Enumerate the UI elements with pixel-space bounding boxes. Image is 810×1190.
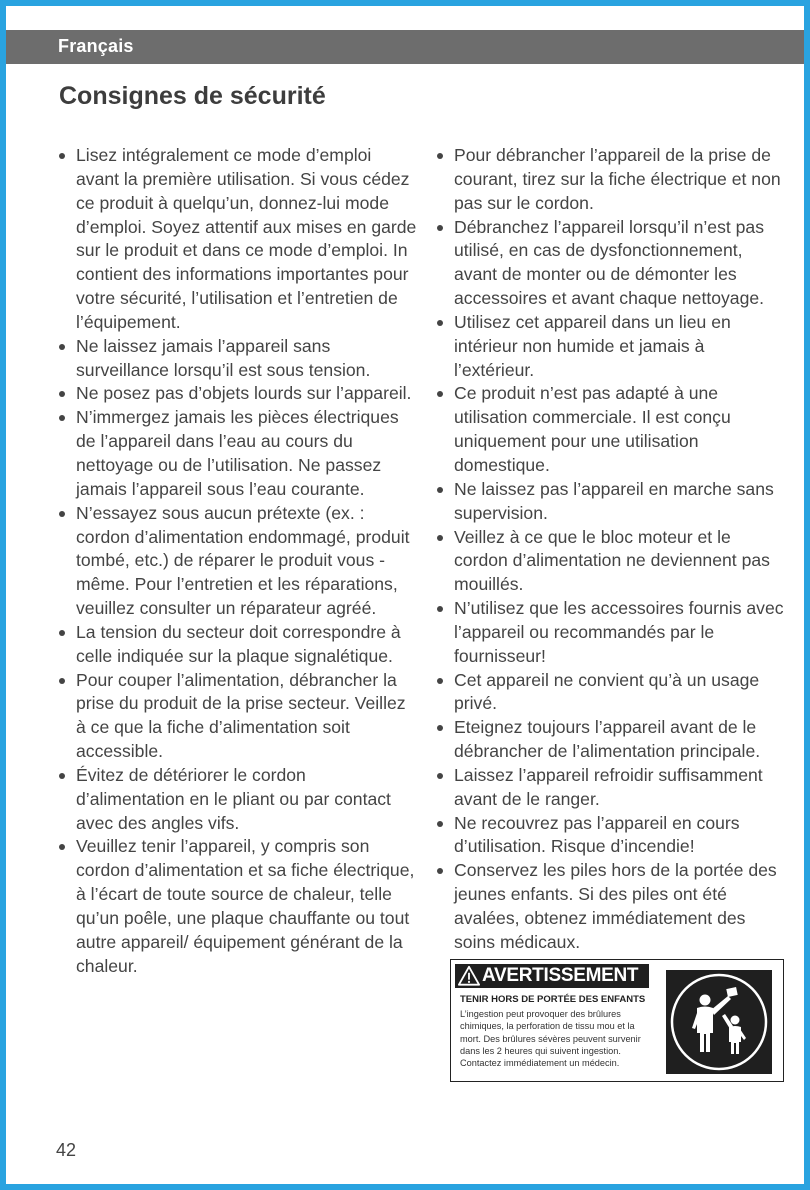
list-item: Cet appareil ne convient qu’à un usage privé.: [437, 669, 789, 717]
right-column-list: [437, 144, 789, 955]
warning-box: [450, 959, 784, 1082]
language-bar: [6, 30, 804, 64]
warning-text: L’ingestion peut provoquer des brûlures chimiques, la perforation de tissu mou et la mort. Des brûlures sévères peuvent survenir dans les 2 heures qui suivent ingestion. Contactez immédiatement un médecin.: [460, 1009, 641, 1069]
page-number: 42: [56, 1140, 77, 1160]
list-item: Veuillez tenir l’appareil, y compris son cordon d’alimentation et sa fiche électrique, à l’écart de toute source de chaleur, telle qu’un poêle, une plaque chauffante ou tout autre appareil/ équipement générant de la chaleur.: [59, 835, 419, 978]
language-label: Français: [58, 36, 134, 56]
list-item: Veillez à ce que le bloc moteur et le cordon d’alimentation ne deviennent pas mouillés.: [437, 526, 789, 598]
warning-subtitle: TENIR HORS DE PORTÉE DES ENFANTS: [460, 994, 646, 1005]
list-item: Ne laissez jamais l’appareil sans surveillance lorsqu’il est sous tension.: [59, 335, 419, 383]
list-item: Eteignez toujours l’appareil avant de le débrancher de l’alimentation principale.: [437, 716, 789, 764]
list-item: Évitez de détériorer le cordon d’alimentation en le pliant ou par contact avec des angles vifs.: [59, 764, 419, 836]
list-item: N’immergez jamais les pièces électriques de l’appareil dans l’eau au cours du nettoyage ou de l’utilisation. Ne passez jamais l’appareil sous l’eau courante.: [59, 406, 419, 501]
left-column-list: [59, 144, 419, 979]
keep-away-from-children-icon: [666, 970, 772, 1074]
list-item: Laissez l’appareil refroidir suffisamment avant de le ranger.: [437, 764, 789, 812]
list-item: Pour couper l’alimentation, débrancher la prise du produit de la prise secteur. Veillez à ce que la fiche d’alimentation soit accessible.: [59, 669, 419, 764]
list-item: Pour débrancher l’appareil de la prise de courant, tirez sur la fiche électrique et non pas sur le cordon.: [437, 144, 789, 216]
list-item: Utilisez cet appareil dans un lieu en intérieur non humide et jamais à l’extérieur.: [437, 311, 789, 383]
list-item: Débranchez l’appareil lorsqu’il n’est pas utilisé, en cas de dysfonctionnement, avant de monter ou de démonter les accessoires et avant chaque nettoyage.: [437, 216, 789, 311]
list-item: La tension du secteur doit correspondre à celle indiquée sur la plaque signalétique.: [59, 621, 419, 669]
list-item: Ne posez pas d’objets lourds sur l’appareil.: [59, 382, 419, 406]
list-item: N’essayez sous aucun prétexte (ex. : cordon d’alimentation endommagé, produit tombé, etc.) de réparer le produit vous -même. Pour l’entretien et les réparations, veuillez consulter un réparateur agréé.: [59, 502, 419, 621]
list-item: Conservez les piles hors de la portée des jeunes enfants. Si des piles ont été avalées, obtenez immédiatement des soins médicaux.: [437, 859, 789, 954]
list-item: Lisez intégralement ce mode d’emploi avant la première utilisation. Si vous cédez ce produit à quelqu’un, donnez-lui mode d’emploi. Soyez attentif aux mises en garde sur le produit et dans ce mode d’emploi. In contient des informations importantes pour votre sécurité, l’utilisation et l’entretien de l’équipement.: [59, 144, 419, 335]
warning-title: AVERTISSEMENT: [482, 965, 639, 986]
list-item: N’utilisez que les accessoires fournis avec l’appareil ou recommandés par le fournisseur!: [437, 597, 789, 669]
page-title: Consignes de sécurité: [59, 82, 326, 110]
list-item: Ne recouvrez pas l’appareil en cours d’utilisation. Risque d’incendie!: [437, 812, 789, 860]
warning-header: [455, 964, 649, 988]
list-item: Ne laissez pas l’appareil en marche sans supervision.: [437, 478, 789, 526]
warning-triangle-icon: [458, 965, 480, 987]
list-item: Ce produit n’est pas adapté à une utilisation commerciale. Il est conçu uniquement pour une utilisation domestique.: [437, 382, 789, 477]
